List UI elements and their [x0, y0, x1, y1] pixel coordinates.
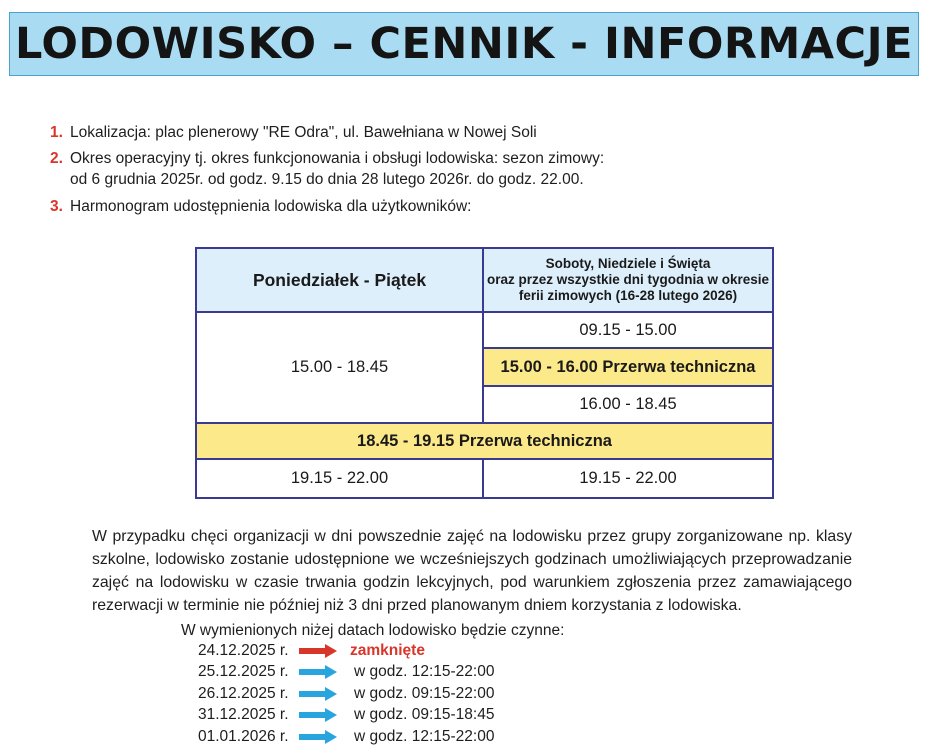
- header-weekend-line: ferii zimowych (16-28 lutego 2026): [518, 288, 738, 303]
- info-item-period: [50, 148, 750, 190]
- weekend-evening: 19.15 - 22.00: [483, 459, 773, 498]
- info-item-schedule: [50, 196, 750, 217]
- blue-arrow-icon: [298, 708, 344, 722]
- weekday-evening: 19.15 - 22.00: [196, 459, 483, 498]
- weekend-break: 15.00 - 16.00 Przerwa techniczna: [483, 348, 773, 386]
- date-label: 25.12.2025 r.: [198, 663, 289, 681]
- weekend-slot-1: 09.15 - 15.00: [483, 312, 773, 348]
- info-number: 2.: [50, 150, 63, 167]
- red-arrow-icon: [298, 644, 344, 658]
- info-text: Okres operacyjny tj. okres funkcjonowania i obsługi lodowiska: sezon zimowy:: [70, 150, 605, 167]
- date-note-closed: zamknięte: [350, 641, 425, 659]
- date-row: [198, 683, 494, 705]
- blue-arrow-icon: [298, 687, 344, 701]
- info-text: Harmonogram udostępnienia lodowiska dla użytkowników:: [70, 198, 472, 215]
- date-label: 26.12.2025 r.: [198, 684, 289, 702]
- date-note: w godz. 12:15-22:00: [354, 727, 495, 745]
- date-note: w godz. 09:15-22:00: [354, 684, 495, 702]
- group-booking-paragraph: W przypadku chęci organizacji w dni powszednie zajęć na lodowisku przez grupy zorganizowane np. klasy szkolne, lodowisko zostanie udostępnione we wcześniejszych godzinach umożliwiających przeprowadzanie zajęć na lodowisku w czasie trwania godzin lekcyjnych, pod warunkiem zgłoszenia przez zamawiającego rezerwacji w terminie nie później niż 3 dni przed planowanym dniem korzystania z lodowiska.: [92, 528, 852, 614]
- date-note: w godz. 09:15-18:45: [354, 706, 495, 724]
- dates-intro: W wymienionych niżej datach lodowisko będzie czynne:: [181, 622, 565, 639]
- date-row: [198, 662, 494, 684]
- info-number: 3.: [50, 198, 63, 215]
- info-item-location: [50, 122, 750, 143]
- date-row: [198, 726, 494, 748]
- info-list: [50, 122, 750, 222]
- special-dates-list: [198, 640, 494, 748]
- header-weekend-line: oraz przez wszystkie dni tygodnia w okresie: [486, 272, 770, 287]
- date-row: [198, 640, 494, 662]
- header-weekend-line: Soboty, Niedziele i Święta: [545, 256, 711, 271]
- title-banner: [9, 12, 919, 76]
- weekday-slot: 15.00 - 18.45: [196, 312, 483, 423]
- date-row: [198, 705, 494, 727]
- info-number: 1.: [50, 124, 63, 141]
- date-label: 01.01.2026 r.: [198, 727, 289, 745]
- date-label: 24.12.2025 r.: [198, 641, 289, 659]
- schedule-table: [195, 247, 774, 499]
- page-title: LODOWISKO – CENNIK - INFORMACJE: [15, 19, 913, 69]
- header-weekdays: Poniedziałek - Piątek: [196, 248, 483, 312]
- info-text: od 6 grudnia 2025r. od godz. 9.15 do dnia 28 lutego 2026r. do godz. 22.00.: [70, 171, 584, 188]
- date-label: 31.12.2025 r.: [198, 706, 289, 724]
- blue-arrow-icon: [298, 665, 344, 679]
- info-text: Lokalizacja: plac plenerowy "RE Odra", ul. Bawełniana w Nowej Soli: [70, 124, 537, 141]
- weekend-slot-2: 16.00 - 18.45: [483, 386, 773, 423]
- date-note: w godz. 12:15-22:00: [354, 663, 495, 681]
- blue-arrow-icon: [298, 730, 344, 744]
- common-break: 18.45 - 19.15 Przerwa techniczna: [196, 423, 773, 459]
- header-weekend: [483, 248, 773, 312]
